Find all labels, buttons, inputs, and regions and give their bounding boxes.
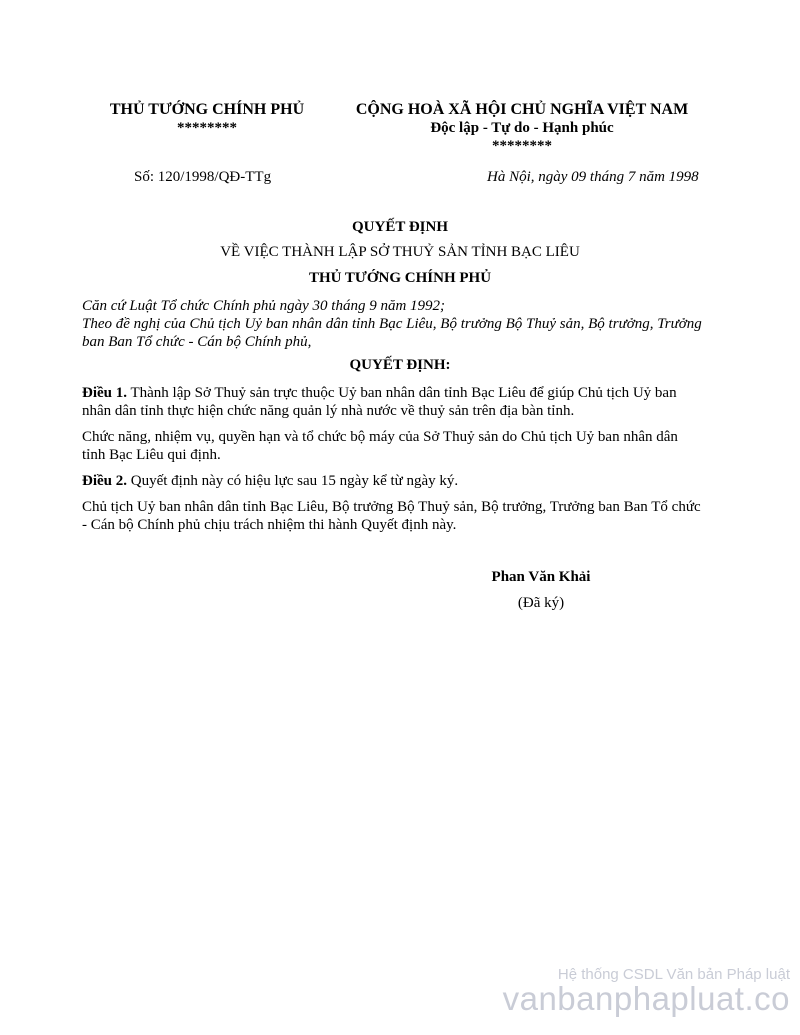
article-2 [82,472,702,490]
watermark-system-name: Hệ thống CSDL Văn bản Pháp luật [557,966,790,983]
decision-authority: THỦ TƯỚNG CHÍNH PHỦ [308,270,492,286]
preamble-basis-2: Theo đề nghị của Chủ tịch Uỷ ban nhân dân tỉnh Bạc Liêu, Bộ trưởng Bộ Thuỷ sản, Bộ trưởng, Trưởng ban Ban Tổ chức - Cán bộ Chính phủ, [82,316,702,350]
article-1 [82,384,702,420]
signer-name: Phan Văn Khải [491,569,591,585]
document-type-title: QUYẾT ĐỊNH [352,219,448,235]
articles [82,384,702,534]
preamble-basis-1: Căn cứ Luật Tổ chức Chính phủ ngày 30 tháng 9 năm 1992; [82,298,446,314]
document-number: Số: 120/1998/QĐ-TTg [134,169,272,185]
issuing-authority-stars: ******** [177,120,237,136]
national-motto: Độc lập - Tự do - Hạnh phúc [430,120,614,136]
watermark-site-url: vanbanphapluat.co [502,980,790,1017]
article-1-text: Thành lập Sở Thuỷ sản trực thuộc Uỷ ban nhân dân tỉnh Bạc Liêu để giúp Chủ tịch Uỷ ban nhân dân tỉnh thực hiện chức năng quản lý nhà nước về thuỷ sản trên địa bàn tỉnh. [82,385,677,419]
article-1-paragraph-2: Chức năng, nhiệm vụ, quyền hạn và tổ chức bộ máy của Sở Thuỷ sản do Chủ tịch Uỷ ban nhân dân tỉnh Bạc Liêu qui định. [82,429,678,463]
article-2-text: Quyết định này có hiệu lực sau 15 ngày kể từ ngày ký. [127,473,459,489]
issuing-authority: THỦ TƯỚNG CHÍNH PHỦ [109,101,305,118]
signature-status: (Đã ký) [517,595,565,611]
national-stars: ******** [492,138,552,154]
document-subject: VỀ VIỆC THÀNH LẬP SỞ THUỶ SẢN TỈNH BẠC LIÊU [220,244,580,260]
article-1-label: Điều 1. [82,385,127,401]
preamble [82,297,702,351]
decision-heading: QUYẾT ĐỊNH: [349,357,451,373]
national-title: CỘNG HOÀ XÃ HỘI CHỦ NGHĨA VIỆT NAM [355,101,689,118]
article-2-paragraph-2: Chủ tịch Uỷ ban nhân dân tỉnh Bạc Liêu, Bộ trưởng Bộ Thuỷ sản, Bộ trưởng, Trưởng ban Ban Tổ chức - Cán bộ Chính phủ chịu trách nhiệm thi hành Quyết định này. [82,499,701,533]
article-2-label: Điều 2. [82,473,127,489]
place-and-date: Hà Nội, ngày 09 tháng 7 năm 1998 [487,169,699,185]
